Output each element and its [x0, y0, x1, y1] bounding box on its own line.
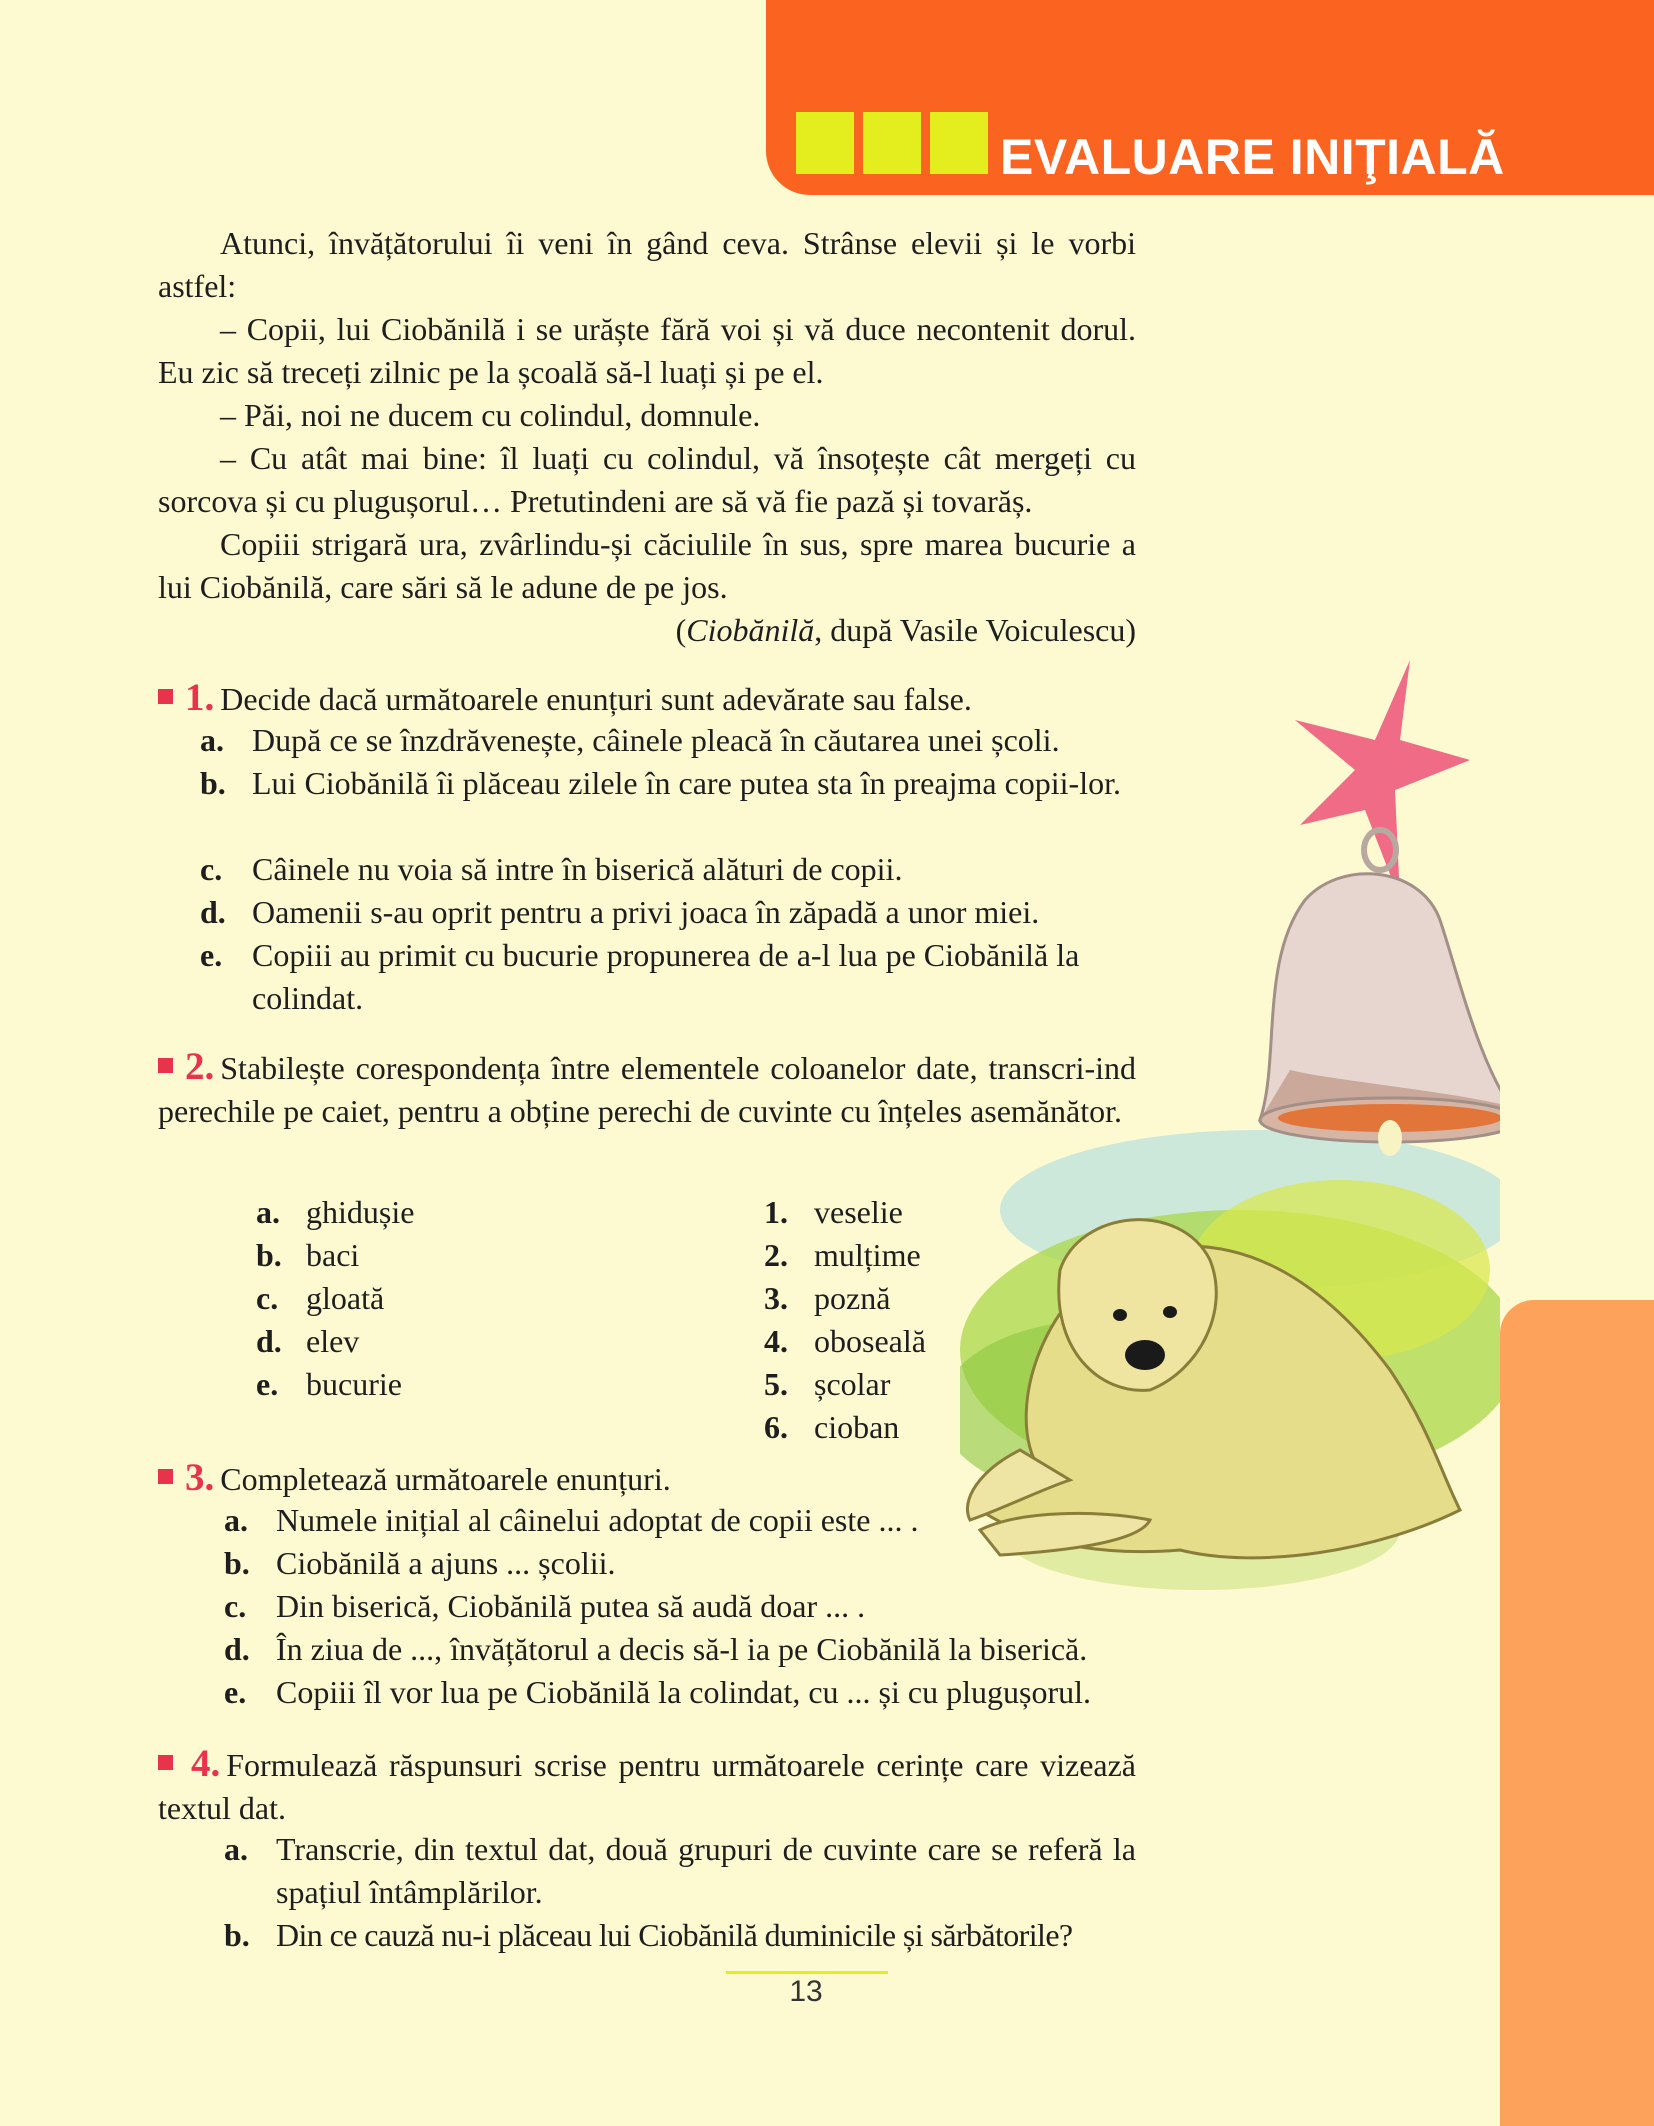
list-item: a. Numele inițial al câinelui adoptat de copii este ... . [224, 1502, 919, 1538]
bullet-icon [158, 1058, 173, 1073]
question-text: Stabilește corespondența între elementele coloanelor date, transcri-ind perechile pe caiet, pentru a obține perechi de cuvinte cu înțeles asemănător. [158, 1050, 1136, 1129]
left-column-item: c. gloată [256, 1280, 385, 1316]
right-column-item: 6. cioban [764, 1409, 900, 1445]
list-item: b. Ciobănilă a ajuns ... școlii. [224, 1545, 616, 1581]
list-item: d. În ziua de ..., învățătorul a decis să-l ia pe Ciobănilă la biserică. [224, 1631, 1088, 1667]
right-column-item: 3. poznă [764, 1280, 891, 1316]
question-1 [158, 676, 1136, 721]
right-column-item: 5. școlar [764, 1366, 891, 1402]
list-item: c. Din biserică, Ciobănilă putea să audă doar ... . [224, 1588, 866, 1624]
right-column-item: 1. veselie [764, 1194, 903, 1230]
reading-paragraph-5: Copiii strigară ura, zvârlindu-și căciulile în sus, spre marea bucurie a lui Ciobănilă, care sări să le adune de pe jos. [158, 526, 1136, 605]
question-text: Decide dacă următoarele enunțuri sunt adevărate sau false. [220, 681, 972, 717]
reading-paragraph-2: – Copii, lui Ciobănilă i se urăște fără voi și vă duce necontenit dorul. Eu zic să treceți zilnic pe la școală să-l luați și pe el. [158, 311, 1136, 390]
star-icon [1295, 660, 1470, 900]
bullet-icon [158, 1469, 173, 1484]
section-title: EVALUARE INIŢIALĂ [1000, 129, 1505, 185]
page-number: 13 [789, 1975, 823, 2008]
left-column-item: a. ghidușie [256, 1194, 415, 1230]
list-item: c. Câinele nu voia să intre în biserică alături de copii. [200, 851, 903, 887]
list-item: b. Lui Ciobănilă îi plăceau zilele în care putea sta în preajma copii-lor. [200, 765, 1121, 801]
page-number-rule [726, 1971, 888, 1974]
left-column-item: e. bucurie [256, 1366, 402, 1402]
reading-paragraph-1: Atunci, învățătorului îi veni în gând ceva. Strânse elevii și le vorbi astfel: [158, 225, 1136, 304]
question-2 [158, 1045, 1136, 1133]
reading-source: (Ciobănilă, după Vasile Voiculescu) [675, 612, 1136, 648]
reading-paragraph-4: – Cu atât mai bine: îl luați cu colindul, vă însoțește cât mergeți cu sorcova și cu plugușorul… Pretutindeni are să vă fie pază și tovarăș. [158, 440, 1136, 519]
question-text: Completează următoarele enunțuri. [220, 1461, 671, 1497]
bullet-icon [158, 689, 173, 704]
list-item: a. După ce se înzdrăvenește, câinele pleacă în căutarea unei școli. [200, 722, 1060, 758]
right-column-item: 4. oboseală [764, 1323, 926, 1359]
right-column-item: 2. mulțime [764, 1237, 921, 1273]
question-number: 1. [185, 676, 215, 719]
question-number: 4. [191, 1742, 221, 1785]
decor-square-2 [863, 112, 921, 174]
list-item: b. Din ce cauză nu-i plăceau lui Ciobănilă duminicile și sărbătorile? [224, 1917, 1073, 1953]
question-3 [158, 1456, 1136, 1501]
list-item: e. Copiii au primit cu bucurie propunerea de a-l lua pe Ciobănilă la colindat. [200, 937, 1080, 1016]
reading-paragraph-3: – Păi, noi ne ducem cu colindul, domnule. [220, 397, 761, 433]
question-4 [158, 1742, 1136, 1830]
list-item: e. Copiii îl vor lua pe Ciobănilă la colindat, cu ... și cu plugușorul. [224, 1674, 1091, 1710]
decor-square-3 [930, 112, 988, 174]
page-side-tab [1500, 1300, 1654, 2126]
bell-icon [1260, 830, 1500, 1156]
bullet-icon [158, 1755, 173, 1770]
list-item: d. Oamenii s-au oprit pentru a privi joaca în zăpadă a unor miei. [200, 894, 1040, 930]
list-item: a. Transcrie, din textul dat, două grupuri de cuvinte care se referă la spațiul întâmplărilor. [224, 1831, 1136, 1910]
decor-square-1 [796, 112, 854, 174]
question-text: Formulează răspunsuri scrise pentru următoarele cerințe care vizează textul dat. [158, 1747, 1136, 1826]
question-number: 2. [185, 1045, 215, 1088]
left-column-item: d. elev [256, 1323, 360, 1359]
question-number: 3. [185, 1456, 215, 1499]
left-column-item: b. baci [256, 1237, 360, 1273]
